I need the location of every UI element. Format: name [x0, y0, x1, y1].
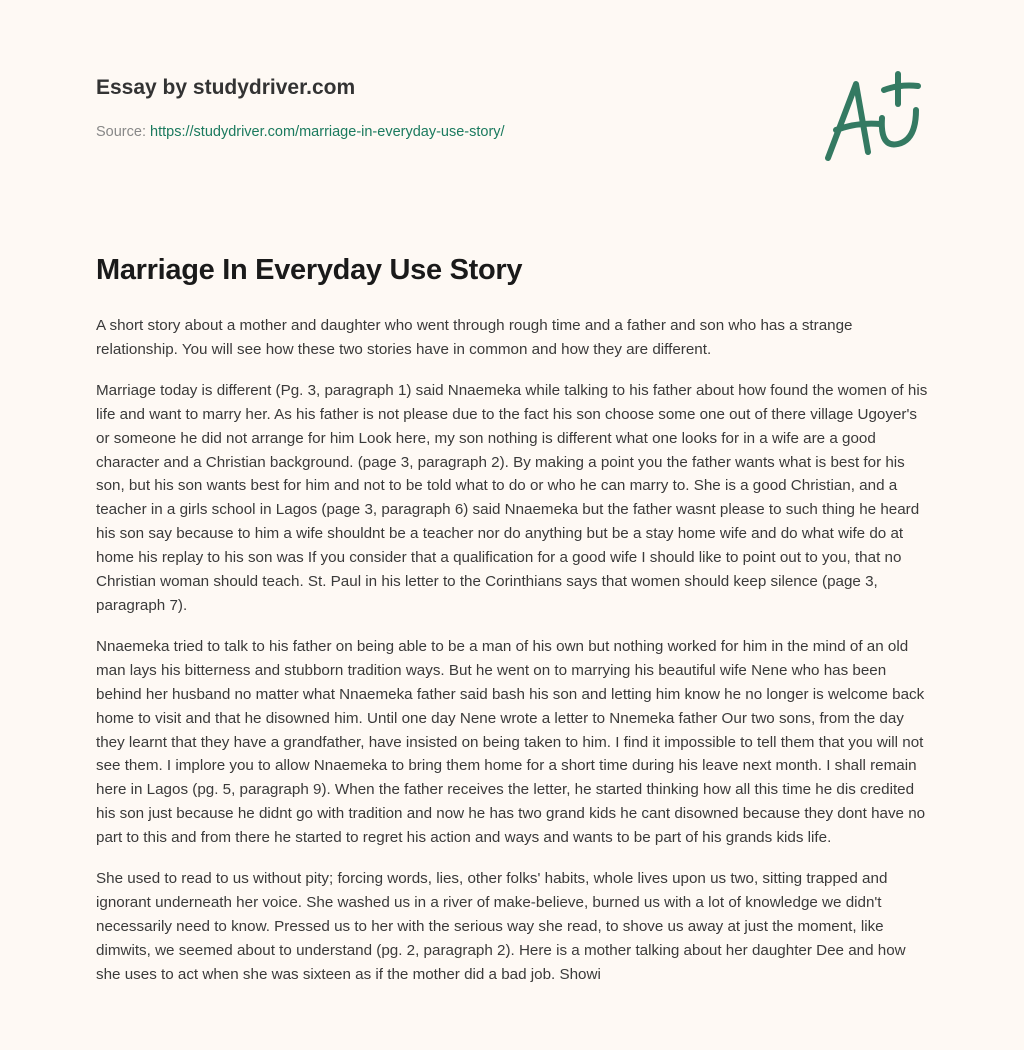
source-link[interactable]: https://studydriver.com/marriage-in-everyday-use-story/ — [150, 124, 505, 140]
paragraph: She used to read to us without pity; forcing words, lies, other folks' habits, whole lives upon us two, sitting trapped and ignorant underneath her voice. She washed us in a river of make-believe, burned us with a lot of knowledge we didn't necessarily need to know. Pressed us to her with the serious way she read, to shove us away at just the moment, like dimwits, we seemed about to understand (pg. 2, paragraph 2). Here is a mother talking about her daughter Dee and how she uses to act when she was sixteen as if the mother did a bad job. Showi — [96, 870, 906, 983]
a-plus-logo-icon — [818, 70, 928, 165]
source-line — [96, 124, 505, 140]
essay-body — [96, 314, 934, 1004]
essay-title: Marriage In Everyday Use Story — [96, 254, 523, 286]
paragraph: Nnaemeka tried to talk to his father on being able to be a man of his own but nothing worked for him in the mind of an old man lays his bitterness and stubborn tradition ways. But he went on to marrying his beautiful wife Nene who has been behind her husband no matter what Nnaemeka father said bash his son and letting him know he no longer is welcome back home to visit and that he disowned him. Until one day Nene wrote a letter to Nnemeka father Our two sons, from the day they learnt that they have a grandfather, have insisted on being taken to him. I find it impossible to tell them that you will not see them. I implore you to allow Nnaemeka to bring them home for a short time during his leave next month. I shall remain here in Lagos (pg. 5, paragraph 9). When the father receives the letter, he started thinking how all this time he dis credited his son just because he didnt go with tradition and now he has two grand kids he cant disowned because they dont have no part to this and from there he started to regret his action and ways and wants to be part of his grands kids life. — [96, 637, 926, 847]
paragraph: Marriage today is different (Pg. 3, paragraph 1) said Nnaemeka while talking to his father about how found the women of his life and want to marry her. As his father is not please due to the fact his son choose some one out of there village Ugoyer's or someone he did not arrange for him Look here, my son nothing is different what one looks for in a wife are a good character and a Christian background. (page 3, paragraph 2). By making a point you the father wants what is best for his son, but his son wants best for him and not to be told what to do or who he can marry to. She is a good Christian, and a teacher in a girls school in Lagos (page 3, paragraph 6) said Nnaemeka but the father wasnt please to such thing he heard his son say because to him a wife shouldnt be a teacher nor do anything but be a stay home wife and do what wife do at home his replay to his son was If you consider that a qualification for a good wife I should like to point out to you, that no Christian woman should teach. St. Paul in his letter to the Corinthians says that women should keep silence (page 3, paragraph 7). — [96, 381, 928, 614]
site-title: Essay by studydriver.com — [96, 76, 356, 99]
source-label: Source: — [96, 124, 146, 140]
paragraph: A short story about a mother and daughter who went through rough time and a father and son who has a strange relationship. You will see how these two stories have in common and how they are different. — [96, 317, 853, 358]
